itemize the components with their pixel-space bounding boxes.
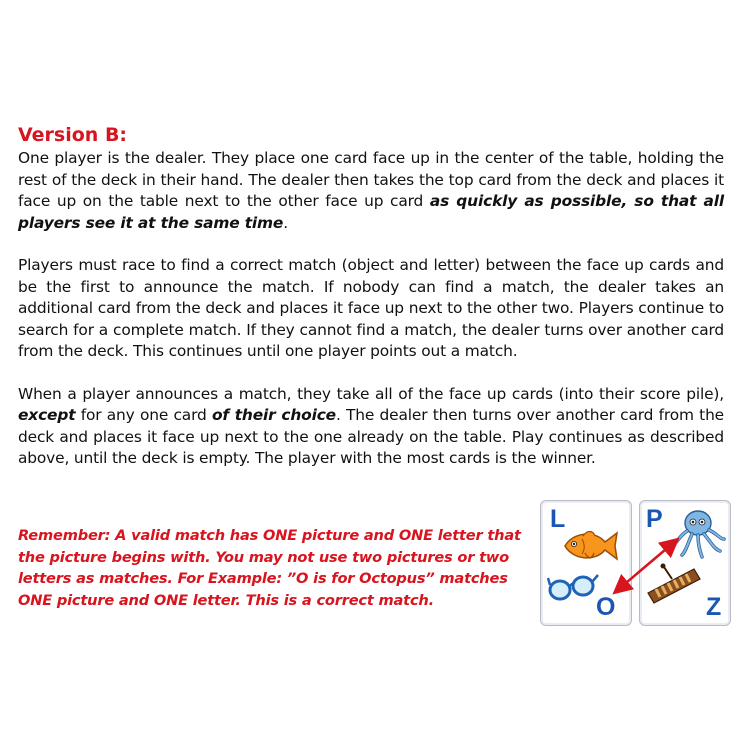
paragraph-dealer-emphasis: as quickly as possible, so that all players see it at the same time [18, 192, 725, 232]
paragraph-announce [18, 384, 724, 470]
card-right-top-letter: P [646, 505, 663, 533]
paragraph-dealer-end: . [283, 213, 288, 232]
remember-note: Remember: A valid match has ONE picture and ONE letter that the picture begins with. You may not use two pictures or two letters as matches. For Example: ”O is for Octopus” matches ONE picture and ONE letter. This is a correct match. [18, 527, 521, 609]
card-left-bottom-letter: O [596, 593, 616, 621]
paragraph-dealer [18, 148, 724, 234]
paragraph-dealer-text: One player is the dealer. They place one card face up in the center of the table, holding the rest of the deck in their hand. The dealer then takes the top card from the deck and places it face up on the table next to the other face up card [18, 149, 724, 210]
example-cards [540, 500, 730, 626]
version-heading: Version B: [18, 124, 128, 146]
match-arrow-icon [540, 500, 730, 626]
paragraph-announce-text-c: . The dealer then turns over another card from the deck and places it face up next to the one already on the table. Play continues as described above, until the deck is empty. The player with the most cards is the winner. [18, 406, 724, 467]
paragraph-announce-choice: of their choice [211, 406, 336, 424]
card-right-bottom-letter: Z [706, 593, 722, 621]
paragraph-race: Players must race to find a correct match (object and letter) between the face up cards and be the first to announce the match. If nobody can find a match, the dealer takes an additional card from the deck and places it face up next to the other two. Players continue to search for a complete match. If they cannot find a match, the dealer turns over another card from the deck. This continues until one player points out a match. [18, 256, 724, 360]
paragraph-announce-text-a: When a player announces a match, they take all of the face up cards (into their score pile), [18, 384, 724, 403]
paragraph-announce-text-b: for any one card [75, 406, 212, 424]
rules-page [18, 124, 724, 470]
card-left-top-letter: L [550, 505, 566, 533]
paragraph-announce-except: except [18, 406, 76, 424]
